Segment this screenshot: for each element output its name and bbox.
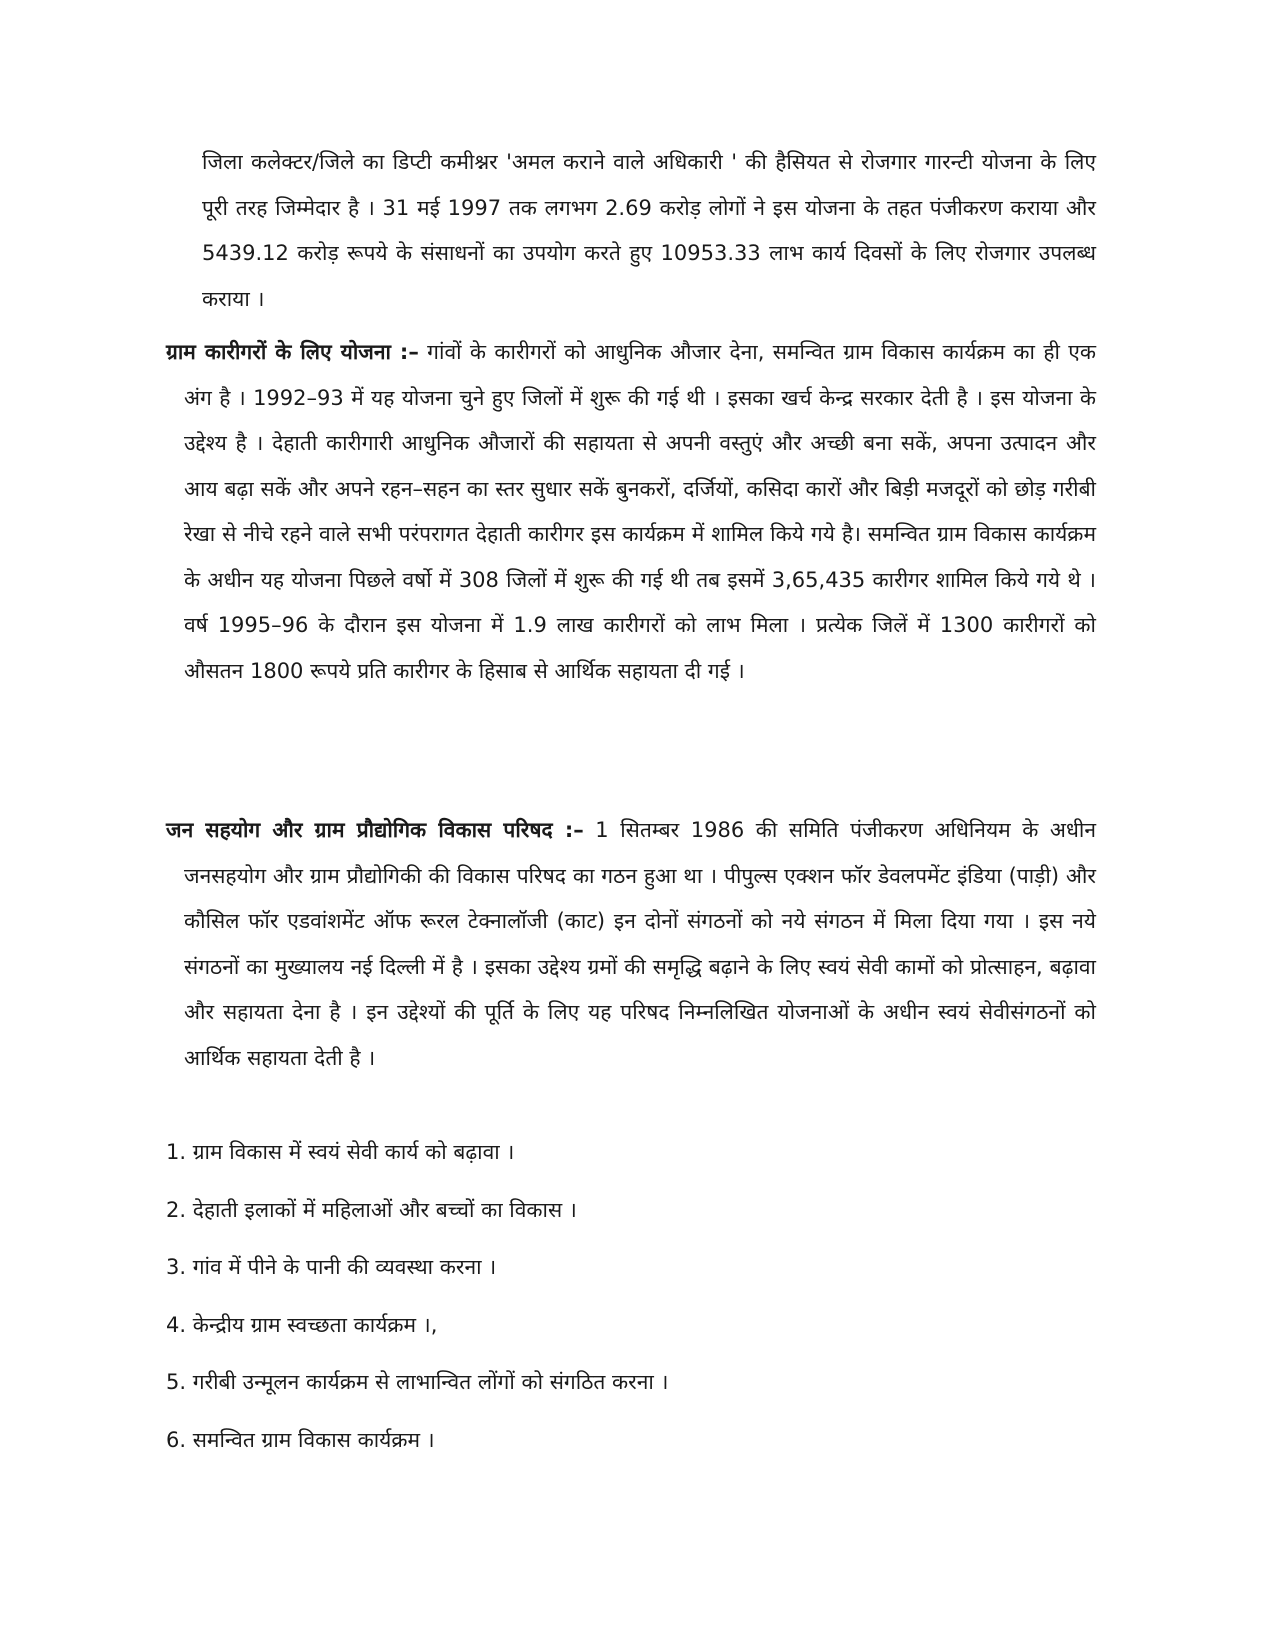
council-paragraph	[166, 808, 1096, 1081]
list-item: 5. गरीबी उन्मूलन कार्यक्रम से लाभान्वित लोंगों को संगठित करना ।	[166, 1370, 669, 1394]
artisans-scheme-heading: ग्राम कारीगरों के लिए योजना :–	[166, 340, 419, 364]
list-item: 3. गांव में पीने के पानी की व्यवस्था करना ।	[166, 1255, 497, 1279]
list-item: 2. देहाती इलाकों में महिलाओं और बच्चों का विकास ।	[166, 1197, 577, 1222]
intro-text: जिला कलेक्टर/जिले का डिप्टी कमीश्नर 'अमल कराने वाले अधिकारी ' की हैसियत से रोजगार गारन्टी योजना के लिए पूरी तरह जिम्मेदार है । 31 मई 1997 तक लगभग 2.69 करोड़ लोगों ने इस योजना के तहत पंजीकरण कराया और 5439.12 करोड़ रूपये के संसाधनों का उपयोग करते हुए 10953.33 लाभ कार्य दिवसों के लिए रोजगार उपलब्ध कराया ।	[202, 150, 1096, 311]
intro-paragraph	[184, 140, 1096, 322]
list-item: 6. समन्वित ग्राम विकास कार्यक्रम ।	[166, 1427, 435, 1452]
list-item: 4. केन्द्रीय ग्राम स्वच्छता कार्यक्रम ।,	[166, 1312, 438, 1337]
artisans-scheme-paragraph	[166, 330, 1096, 694]
list-item: 1. ग्राम विकास में स्वयं सेवी कार्य को बढ़ावा ।	[166, 1140, 515, 1164]
council-heading: जन सहयोग और ग्राम प्रौद्योगिक विकास परिषद :–	[166, 818, 584, 842]
council-text: 1 सितम्बर 1986 की समिति पंजीकरण अधिनियम के अधीन जनसहयोग और ग्राम प्रौद्योगिकी की विकास परिषद का गठन हुआ था । पीपुल्स एक्शन फॉर डेवलपमेंट इंडिया (पाड़ी) और कौसिल फॉर एडवांशमेंट ऑफ रूरल टेक्नालॉजी (काट) इन दोनों संगठनों को नये संगठन में मिला दिया गया । इस नये संगठनों का मुख्यालय नई दिल्ली में है । इसका उद्देश्य ग्रमों की समृद्धि बढ़ाने के लिए स्वयं सेवी कामों को प्रोत्साहन, बढ़ावा और सहायता देना है । इन उद्देश्यों की पूर्ति के लिए यह परिषद निम्नलिखित योजनाओं के अधीन स्वयं सेवीसंगठनों को आर्थिक सहायता देती है ।	[184, 818, 1096, 1070]
schemes-list	[166, 1130, 1066, 1475]
artisans-scheme-text: गांवों के कारीगरों को आधुनिक औजार देना, समन्वित ग्राम विकास कार्यक्रम का ही एक अंग है । 1992–93 में यह योजना चुने हुए जिलों में शुरू की गई थी । इसका खर्च केन्द्र सरकार देती है । इस योजना के उद्देश्य है । देहाती कारीगारी आधुनिक औजारों की सहायता से अपनी वस्तुएं और अच्छी बना सकें, अपना उत्पादन और आय बढ़ा सकें और अपने रहन–सहन का स्तर सुधार सकें बुनकरों, दर्जियों, कसिदा कारों और बिड़ी मजदूरों को छोड़ गरीबी रेखा से नीचे रहने वाले सभी परंपरागत देहाती कारीगर इस कार्यक्रम में शामिल किये गये है। समन्वित ग्राम विकास कार्यक्रम के अधीन यह योजना पिछले वर्षो में 308 जिलों में शुरू की गई थी तब इसमें 3,65,435 कारीगर शामिल किये गये थे । वर्ष 1995–96 के दौरान इस योजना में 1.9 लाख कारीगरों को लाभ मिला । प्रत्येक जिलें में 1300 कारीगरों को औसतन 1800 रूपये प्रति कारीगर के हिसाब से आर्थिक सहायता दी गई ।	[184, 340, 1096, 683]
